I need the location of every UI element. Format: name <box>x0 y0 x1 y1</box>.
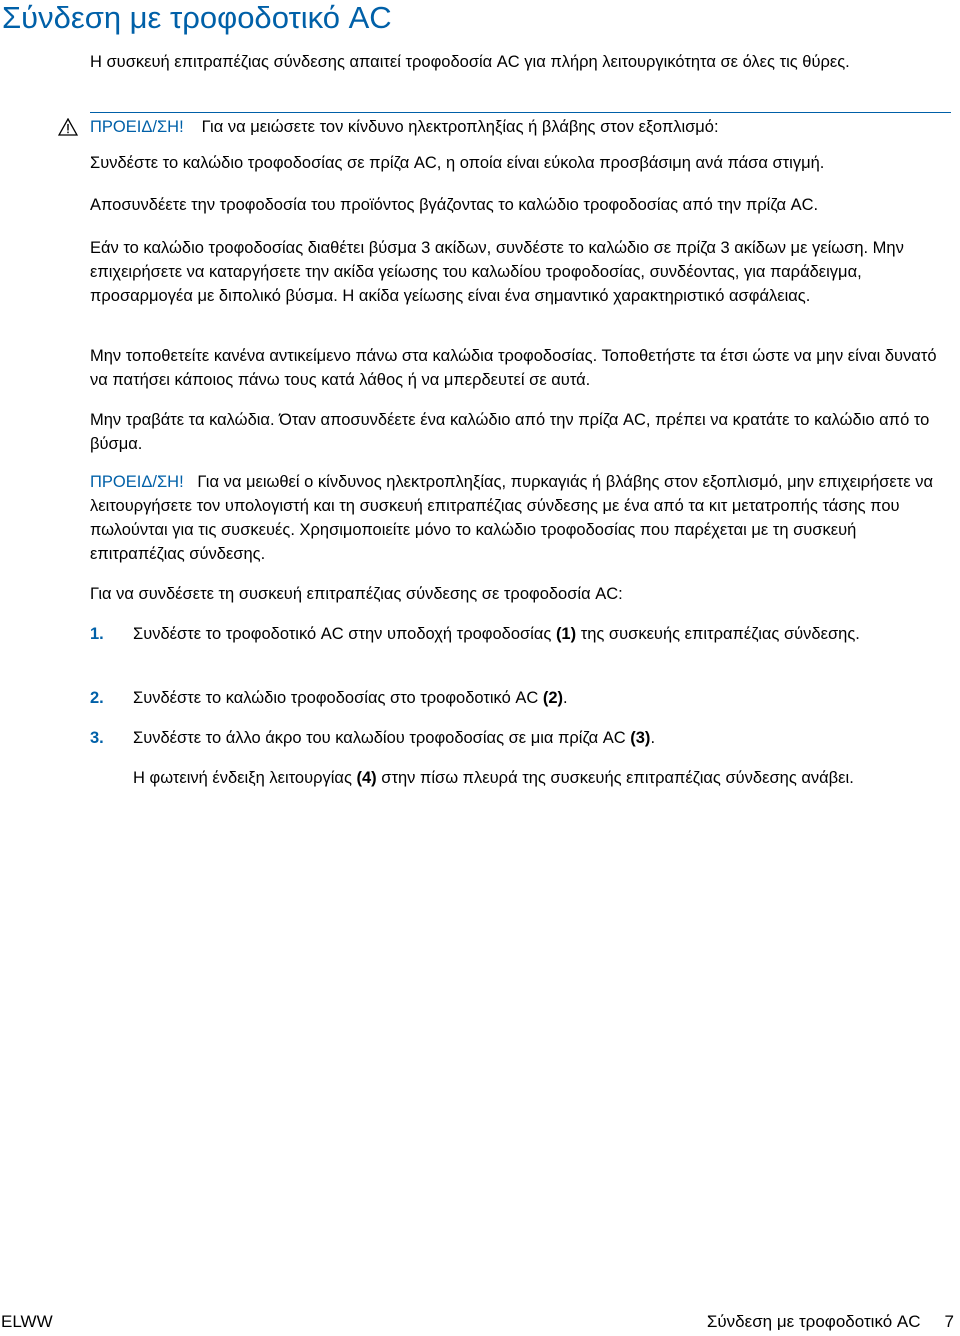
steps-intro: Για να συνδέσετε τη συσκευή επιτραπέζιας σύνδεσης σε τροφοδοσία AC: <box>90 585 623 603</box>
warning-item: Μην τραβάτε τα καλώδια. Όταν αποσυνδέετε ένα καλώδιο από την πρίζα AC, πρέπει να κρατάτε το καλώδιο από το βύσμα. <box>90 411 930 453</box>
page-title: Σύνδεση με τροφοδοτικό AC <box>2 0 392 35</box>
footer-doc-id: ELWW <box>1 1312 53 1331</box>
intro-paragraph: Η συσκευή επιτραπέζιας σύνδεσης απαιτεί τροφοδοσία AC για πλήρη λειτουργικότητα σε όλες τις θύρες. <box>90 53 850 71</box>
page-number: 7 <box>944 1312 954 1331</box>
warning-text: Για να μειώσετε τον κίνδυνο ηλεκτροπληξίας ή βλάβης στον εξοπλισμό: <box>201 118 719 136</box>
step-text: Συνδέστε το καλώδιο τροφοδοσίας στο τροφοδοτικό AC (2). <box>133 689 568 707</box>
warning-item: Συνδέστε το καλώδιο τροφοδοσίας σε πρίζα AC, η οποία είναι εύκολα προσβάσιμη ανά πάσα στιγμή. <box>90 154 825 172</box>
warning-paragraph-2 <box>90 470 950 566</box>
step-number: 1. <box>90 625 104 643</box>
step-note: Η φωτεινή ένδειξη λειτουργίας (4) στην πίσω πλευρά της συσκευής επιτραπέζιας σύνδεσης ανάβει. <box>133 769 854 787</box>
step-text: Συνδέστε το τροφοδοτικό AC στην υποδοχή τροφοδοσίας (1) της συσκευής επιτραπέζιας σύνδεσης. <box>133 625 860 643</box>
footer-section-title: Σύνδεση με τροφοδοτικό AC <box>706 1312 921 1331</box>
step-number: 3. <box>90 729 104 747</box>
warning-label: ΠΡΟΕΙΔ/ΣΗ! <box>90 473 184 491</box>
step-text: Συνδέστε το άλλο άκρο του καλωδίου τροφοδοσίας σε μια πρίζα AC (3). <box>133 729 656 747</box>
warning-item: Εάν το καλώδιο τροφοδοσίας διαθέτει βύσμα 3 ακίδων, συνδέστε το καλώδιο σε πρίζα 3 ακίδων με γείωση. Μην επιχειρήσετε να καταργήσετε την ακίδα γείωσης του καλωδίου τροφοδοσίας, συνδέοντας, για παράδειγμα, προσαρμογέα με διπολικό βύσμα. Η ακίδα γείωσης είναι ένα σημαντικό χαρακτηριστικό ασφάλειας. <box>90 239 904 305</box>
warning-label: ΠΡΟΕΙΔ/ΣΗ! <box>90 118 184 136</box>
warning-text: Για να μειωθεί ο κίνδυνος ηλεκτροπληξίας, πυρκαγιάς ή βλάβης στον εξοπλισμό, μην επιχειρήσετε να λειτουργήσετε τον υπολογιστή και τη συσκευή επιτραπέζιας σύνδεσης με ένα από τα κιτ μετατροπής τάσης που πωλούνται για τις συσκευές. Χρησιμοποιείτε μόνο το καλώδιο τροφοδοσίας που παρέχεται με τη συσκευή επιτραπέζιας σύνδεσης. <box>90 473 934 563</box>
warning-divider <box>90 112 951 113</box>
warning-triangle-icon <box>58 118 78 136</box>
warning-item: Μην τοποθετείτε κανένα αντικείμενο πάνω στα καλώδια τροφοδοσίας. Τοποθετήστε τα έτσι ώστε να μην είναι δυνατό να πατήσει κάποιος πάνω τους κατά λάθος ή να μπερδευτεί σε αυτά. <box>90 347 937 389</box>
warning-item: Αποσυνδέετε την τροφοδοσία του προϊόντος βγάζοντας το καλώδιο τροφοδοσίας από την πρίζα AC. <box>90 196 819 214</box>
step-number: 2. <box>90 689 104 707</box>
footer-section <box>707 1311 954 1333</box>
